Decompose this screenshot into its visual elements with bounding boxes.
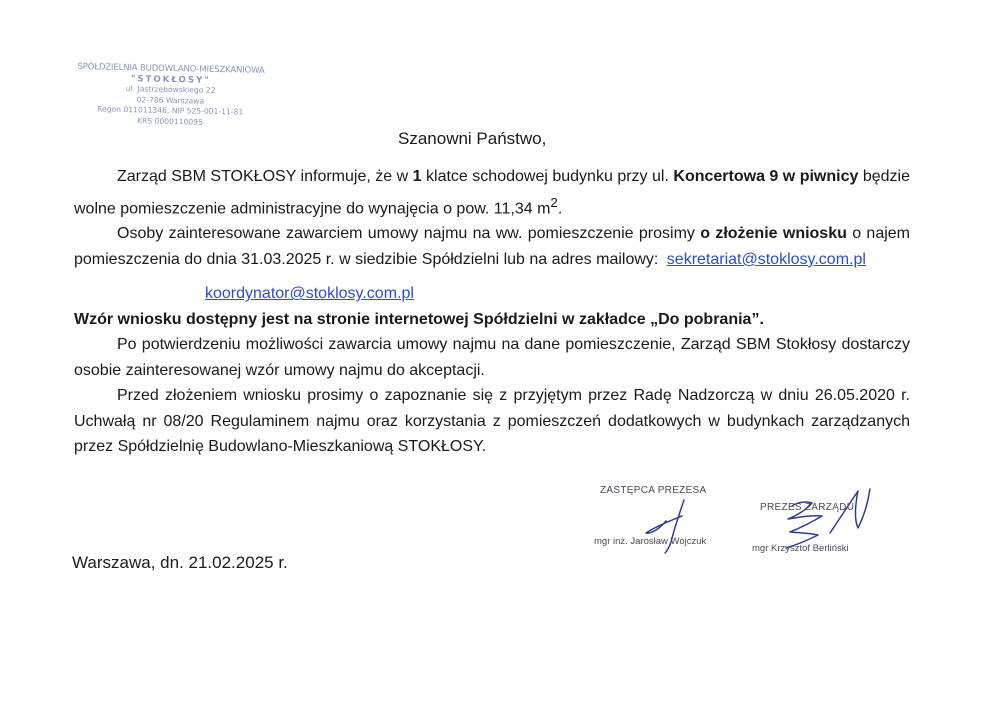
text-run: Osoby zainteresowane zawarciem umowy najmu na ww. pomieszczenie prosimy bbox=[117, 225, 701, 243]
stamp-line: ul. Jastrzębowskiego 22 bbox=[125, 84, 216, 95]
deputy-president-title: ZASTĘPCA PREZESA bbox=[600, 485, 707, 496]
text-run: o najem pomieszczenia do dnia 31.03.2025 r. w siedzibie Spółdzielni lub na adres mailowy: bbox=[74, 225, 910, 268]
place-and-date: Warszawa, dn. 21.02.2025 r. bbox=[72, 553, 288, 572]
text-run: będzie wolne pomieszczenie administracyjne do wynajęcia o pow. 11,34 m bbox=[74, 168, 911, 217]
bold-text: Koncertowa 9 w piwnicy bbox=[673, 168, 859, 185]
email-link-sekretariat[interactable]: sekretariat@stoklosy.com.pl bbox=[666, 250, 866, 268]
email-line bbox=[74, 281, 910, 307]
bold-text: o złożenie wniosku bbox=[700, 225, 847, 243]
text-run: Zarząd SBM STOKŁOSY informuje, że w bbox=[117, 168, 413, 185]
text-run: klatce schodowej budynku przy ul. bbox=[421, 168, 674, 185]
letter-greeting: Szanowni Państwo, bbox=[398, 129, 547, 148]
text-run: . bbox=[557, 199, 563, 217]
stamp-line: 02-786 Warszawa bbox=[136, 94, 205, 106]
stamp-line: SPÓŁDZIELNIA BUDOWLANO-MIESZKANIOWA bbox=[77, 62, 265, 76]
paragraph-application bbox=[74, 221, 910, 272]
bold-text: 1 bbox=[412, 168, 422, 185]
stamp-line: Regon 011011346, NIP 525-001-11-81 bbox=[97, 104, 244, 117]
cooperative-stamp bbox=[67, 62, 273, 129]
email-link-koordynator[interactable]: koordynator@stoklosy.com.pl bbox=[205, 285, 414, 303]
superscript: 2 bbox=[550, 194, 558, 210]
president-signature bbox=[786, 489, 870, 548]
letter-body bbox=[74, 164, 910, 460]
paragraph-announcement bbox=[74, 164, 910, 221]
board-president-title: PREZES ZARZĄDU bbox=[760, 502, 855, 513]
paragraph-regulations: Przed złożeniem wniosku prosimy o zapoznanie się z przyjętym przez Radę Nadzorczą w dniu 26.05.2020 r. Uchwałą nr 08/20 Regulaminem najmu oraz korzystania z pomieszczeń dodatkowych w budynkach zarządzanych przez Spółdzielnię Budowlano-Mieszkaniową STOKŁOSY. bbox=[74, 387, 910, 456]
stamp-line: KRS 0000110095 bbox=[136, 115, 203, 127]
board-president-name: mgr Krzysztof Berliński bbox=[752, 543, 849, 554]
paragraph-download-info: Wzór wniosku dostępny jest na stronie internetowej Spółdzielni w zakładce „Do pobrania”. bbox=[74, 310, 764, 328]
paragraph-contract: Po potwierdzeniu możliwości zawarcia umowy najmu na dane pomieszczenie, Zarząd SBM Stokłosy dostarczy osobie zainteresowanej wzór umowy najmu do akceptacji. bbox=[74, 336, 910, 379]
stamp-line: "STOKŁOSY" bbox=[130, 73, 211, 86]
deputy-president-name: mgr inż. Jarosław Wojczuk bbox=[594, 536, 707, 547]
